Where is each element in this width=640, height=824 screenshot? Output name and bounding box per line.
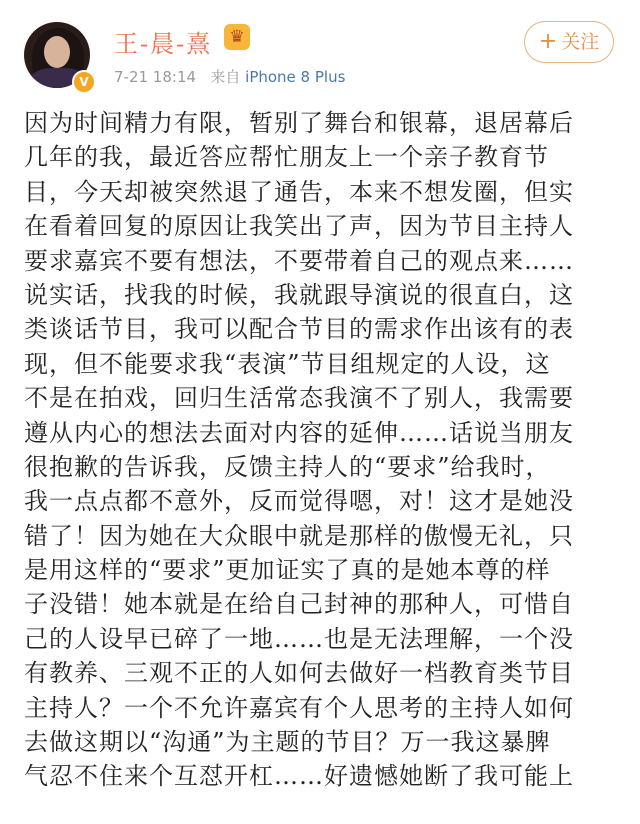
post-text-line: 几年的我，最近答应帮忙朋友上一个亲子教育节 [24, 143, 549, 172]
plus-icon: + [538, 29, 558, 54]
post-text-line: 要求嘉宾不要有想法，不要带着自己的观点来…… [24, 246, 574, 275]
post-text-line: 己的人设早已碎了一地……也是无法理解，一个没 [24, 624, 574, 653]
username[interactable]: 王-晨-熹 [114, 30, 213, 58]
post-text-line: 去做这期以“沟通”为主题的节目？万一我这暴脾 [24, 728, 551, 757]
post-text-line: 因为时间精力有限，暂别了舞台和银幕，退居幕后 [24, 109, 574, 137]
post-text-line: 遵从内心的想法去面对内容的延伸……话说当朋友 [24, 418, 574, 447]
post-text-line: 错了！因为她在大众眼中就是那样的傲慢无礼，只 [24, 521, 574, 550]
post-text-line: 类谈话节目，我可以配合节目的需求作出该有的表 [24, 315, 574, 344]
post-text-line: 不是在拍戏，回归生活常态我演不了别人，我需要 [24, 384, 574, 413]
post-meta [114, 66, 345, 87]
post-text-line: 现，但不能要求我“表演”节目组规定的人设，这 [24, 349, 551, 378]
post-text-line: 是用这样的“要求”更加证实了真的是她本尊的样 [24, 556, 551, 585]
post-text-line: 有教养、三观不正的人如何去做好一档教育类节目 [24, 659, 574, 688]
post-text-line: 气忍不住来个互怼开杠……好遗憾她断了我可能上 [24, 762, 574, 791]
post-text-line: 说实话，找我的时候，我就跟导演说的很直白，这 [24, 280, 574, 309]
follow-button[interactable] [524, 21, 614, 63]
follow-label: 关注 [561, 31, 600, 53]
avatar-face [44, 36, 70, 68]
post-text-line: 主持人？一个不允许嘉宾有个人思考的主持人如何 [24, 693, 574, 722]
post-text-line: 目，今天却被突然退了通告，本来不想发圈，但实 [24, 177, 574, 206]
post-body [24, 106, 624, 794]
post-text-line: 子没错！她本就是在给自己封神的那种人，可惜自 [24, 590, 574, 619]
post-text-line: 很抱歉的告诉我，反馈主持人的“要求”给我时， [24, 452, 551, 481]
post-text-line: 在看着回复的原因让我笑出了声，因为节目主持人 [24, 212, 574, 241]
post-source-device[interactable]: iPhone 8 Plus [245, 68, 346, 86]
verified-badge-icon: V [72, 70, 96, 94]
post-time: 7-21 18:14 [114, 68, 197, 86]
post-text-line: 我一点点都不意外，反而觉得嗯，对！这才是她没 [24, 487, 574, 516]
from-label: 来自 [210, 68, 241, 86]
crown-badge-icon[interactable]: ♛ [224, 24, 250, 50]
post-header [0, 0, 640, 100]
